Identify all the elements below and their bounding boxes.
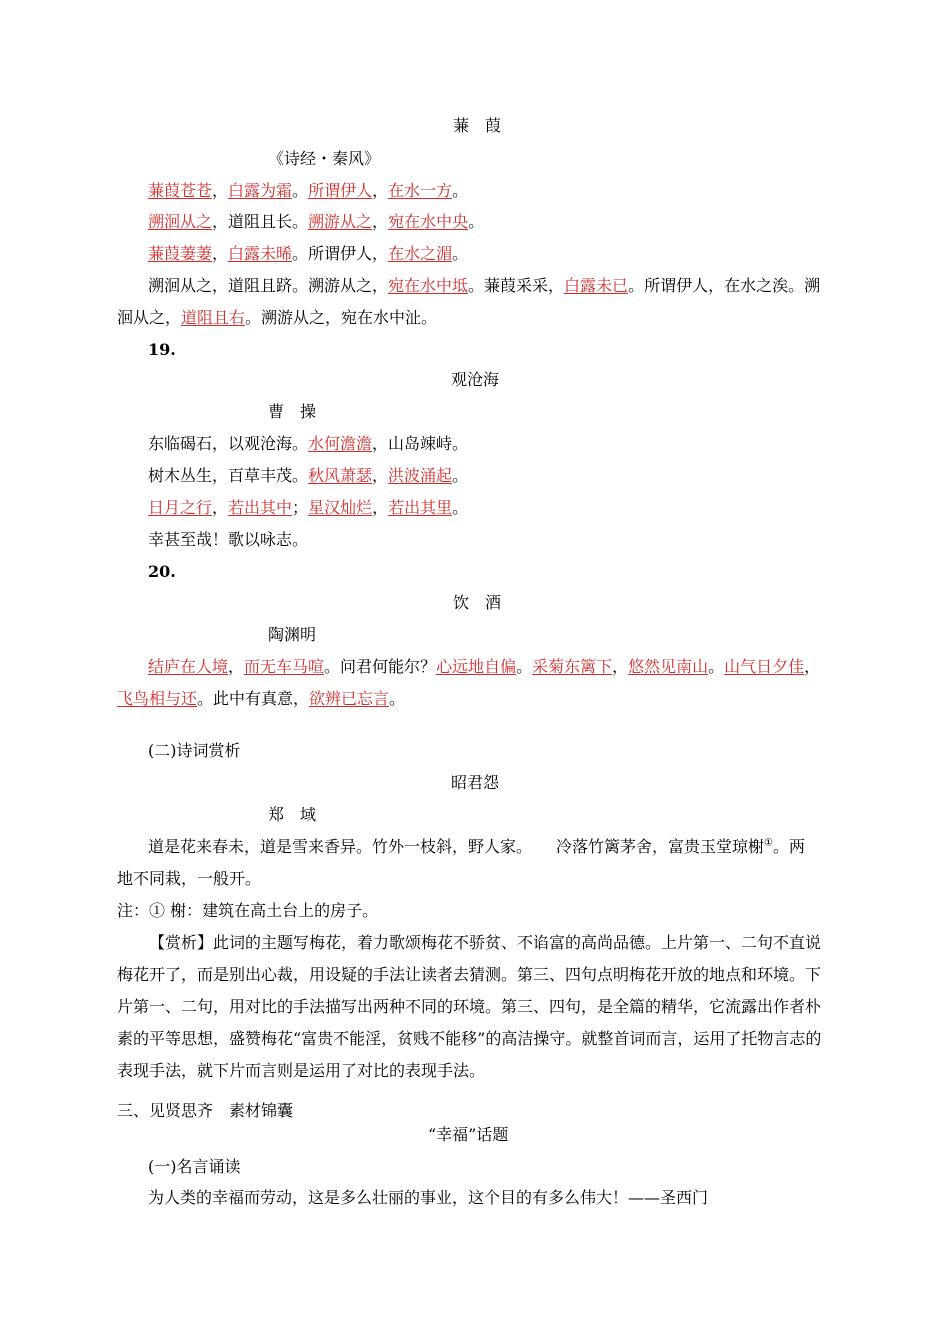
answer-text: 宛在水中央 <box>388 212 469 231</box>
line-text: 。所谓伊人，在水之涘。溯 <box>628 276 821 295</box>
line-text: 。 <box>292 181 309 200</box>
poem-line <box>148 434 468 454</box>
line-text: 。 <box>452 466 469 485</box>
section-heading: 三、见贤思齐 素材锦囊 <box>117 1101 294 1120</box>
poem-line <box>117 308 437 328</box>
poem-line <box>148 498 468 518</box>
line-text: ， <box>372 181 389 200</box>
answer-text: 所谓伊人 <box>308 181 373 200</box>
poem-source: 《诗经・秦风》 <box>268 149 381 168</box>
line-text: 。 <box>452 181 469 200</box>
line-text: 东临碣石，以观沧海。 <box>148 434 309 453</box>
poem-text: 地不同栽，一般开。 <box>117 869 262 888</box>
line-text: 。 <box>452 498 469 517</box>
line-text: 洄从之， <box>117 308 182 327</box>
question-number: 20. <box>148 562 176 581</box>
line-text: 。 <box>389 689 406 708</box>
poem-line <box>148 244 468 264</box>
line-text: ， <box>804 657 821 676</box>
answer-text: 洪波涌起 <box>388 466 453 485</box>
answer-text: 山气日夕佳 <box>724 657 805 676</box>
subsection-heading: (一)名言诵读 <box>148 1157 241 1176</box>
answer-text: 星汉灿烂 <box>308 498 373 517</box>
answer-text: 在水之湄 <box>388 244 453 263</box>
answer-text: 日月之行 <box>148 498 213 517</box>
answer-text: 结庐在人境 <box>148 657 229 676</box>
line-text: ， <box>228 657 245 676</box>
line-text: ， <box>372 498 389 517</box>
answer-text: 水何澹澹 <box>308 434 373 453</box>
answer-text: 秋风萧瑟 <box>308 466 373 485</box>
answer-text: 而无车马喧 <box>244 657 325 676</box>
poem-text-part: 道是花来春未，道是雪来香异。竹外一枝斜，野人家。 冷落竹篱茅舍，富贵玉堂琼榭 <box>148 837 765 856</box>
line-text: 。溯游从之，宛在水中沚。 <box>245 308 438 327</box>
line-text: ， <box>372 212 389 231</box>
footnote-marker: ① <box>764 837 773 849</box>
poem-line <box>148 530 308 550</box>
poem-line <box>117 689 405 709</box>
poem-line <box>148 276 820 296</box>
answer-text: 采菊东篱下 <box>532 657 613 676</box>
answer-text: 欲辨已忘言 <box>309 689 390 708</box>
answer-text: 蒹葭苍苍 <box>148 181 213 200</box>
poem-author: 郑 域 <box>268 805 317 824</box>
section-heading: (二)诗词赏析 <box>148 741 241 760</box>
poem-title-guancanghai: 观沧海 <box>451 370 500 389</box>
answer-text: 溯洄从之 <box>148 212 213 231</box>
line-text: ， <box>372 466 389 485</box>
line-text: 幸甚至哉！歌以咏志。 <box>148 530 309 549</box>
poem-title-yinjiu: 饮 酒 <box>453 593 502 612</box>
answer-text: 道阻且右 <box>181 308 246 327</box>
line-text: 。 <box>708 657 725 676</box>
poem-text <box>148 837 805 857</box>
answer-text: 溯游从之 <box>308 212 373 231</box>
poem-author: 陶渊明 <box>268 625 317 644</box>
answer-text: 白露未已 <box>564 276 629 295</box>
poem-author: 曹 操 <box>268 402 317 421</box>
answer-text: 悠然见南山 <box>628 657 709 676</box>
topic-title: “幸福”话题 <box>428 1125 509 1144</box>
poem-line <box>148 466 468 486</box>
line-text: 。问君何能尔？ <box>324 657 437 676</box>
answer-text: 心远地自偏 <box>436 657 517 676</box>
poem-line <box>148 212 484 232</box>
line-text: 。所谓伊人， <box>292 244 389 263</box>
answer-text: 白露未晞 <box>228 244 293 263</box>
question-number: 19. <box>148 340 176 359</box>
line-text: ，山岛竦峙。 <box>372 434 469 453</box>
answer-text: 白露为霜 <box>228 181 293 200</box>
line-text: ，道阻且长。 <box>212 212 309 231</box>
line-text: 。 <box>452 244 469 263</box>
answer-text: 在水一方 <box>388 181 453 200</box>
answer-text: 蒹葭萋萋 <box>148 244 213 263</box>
analysis-paragraph: 【赏析】此词的主题写梅花，着力歌颂梅花不骄贫、不谄富的高尚品德。上片第一、二句不直说梅花开了，而是别出心裁，用设疑的手法让读者去猜测。第三、四句点明梅花开放的地点和环境。下片第一、二句，用对比的手法描写出两种不同的环境。第三、四句，是全篇的精华，它流露出作者朴素的平等思想，盛赞梅花“富贵不能淫，贫贱不能移”的高洁操守。就整首词而言，运用了托物言志的表现手法，就下片而言则是运用了对比的表现手法。 <box>117 933 822 1080</box>
line-text: ， <box>612 657 629 676</box>
poem-title-jianjia: 蒹 葭 <box>453 116 502 135</box>
line-text: ， <box>212 181 229 200</box>
quote: 为人类的幸福而劳动，这是多么壮丽的事业，这个目的有多么伟大！——圣西门 <box>148 1188 709 1207</box>
line-text: 。 <box>468 212 485 231</box>
poem-line <box>148 181 468 201</box>
poem-text-part: 。两 <box>772 837 805 856</box>
line-text: 。蒹葭采采， <box>468 276 565 295</box>
line-text: 。 <box>516 657 533 676</box>
line-text: 树木丛生，百草丰茂。 <box>148 466 309 485</box>
poem-line <box>148 657 820 677</box>
poem-title-zhaojunyuan: 昭君怨 <box>451 773 500 792</box>
line-text: 溯洄从之，道阻且跻。溯游从之， <box>148 276 389 295</box>
line-text: 。此中有真意， <box>197 689 310 708</box>
footnote: 注：① 榭：建筑在高土台上的房子。 <box>117 901 379 920</box>
answer-text: 若出其里 <box>388 498 453 517</box>
answer-text: 飞鸟相与还 <box>117 689 198 708</box>
line-text: ， <box>212 244 229 263</box>
line-text: ； <box>292 498 309 517</box>
line-text: ， <box>212 498 229 517</box>
answer-text: 若出其中 <box>228 498 293 517</box>
answer-text: 宛在水中坻 <box>388 276 469 295</box>
